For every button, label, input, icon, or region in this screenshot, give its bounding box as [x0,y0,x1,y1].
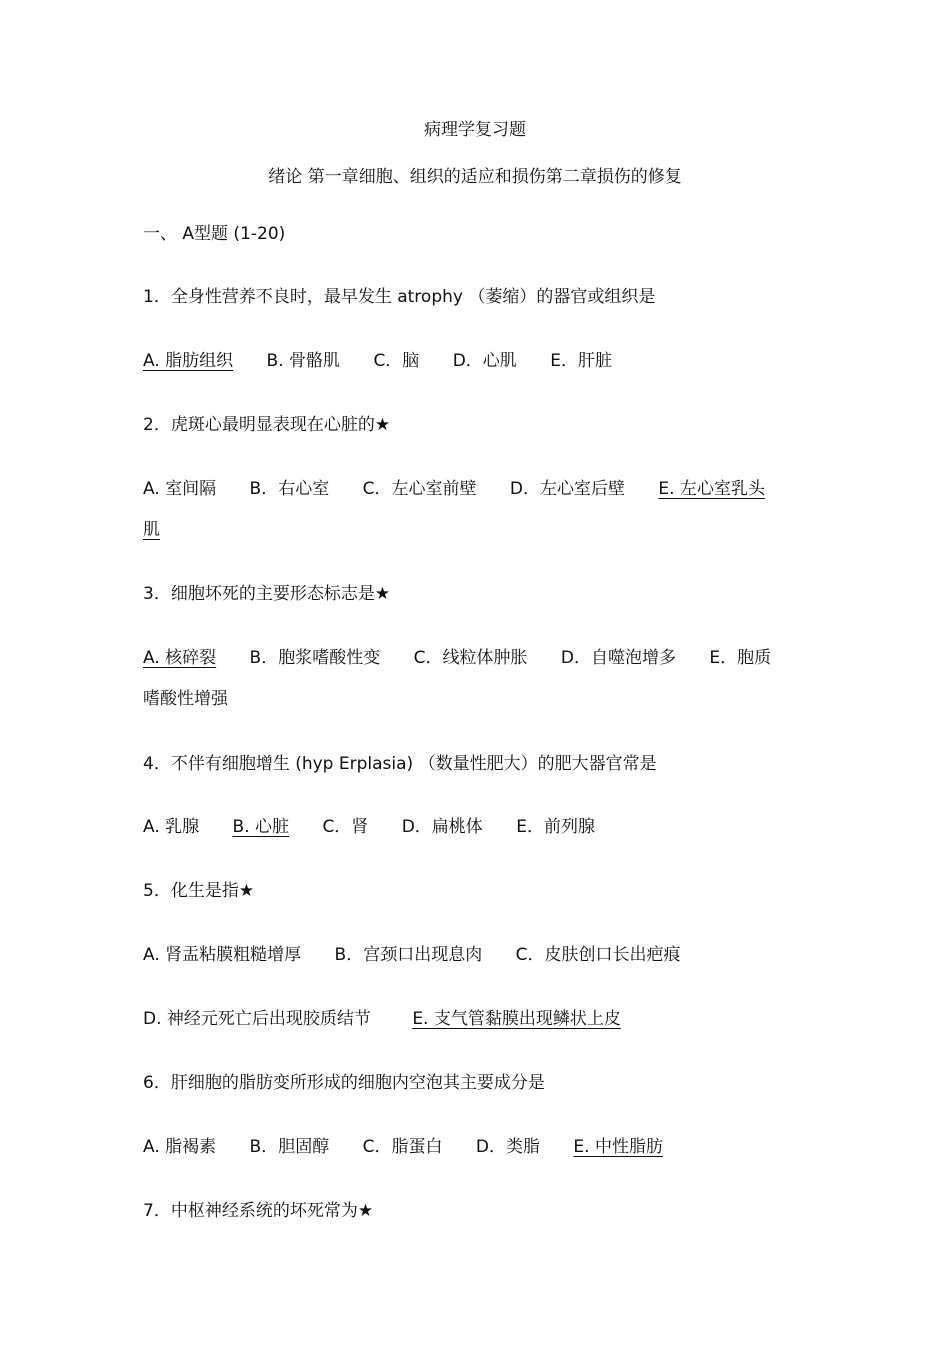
option: D．左心室后壁 [509,479,625,499]
option: A. 脂褐素 [143,1137,217,1157]
question-2-continuation: 肌 [143,520,160,540]
question-7-stem: 7．中枢神经系统的坏死常为★ [143,1201,374,1221]
option: B. 骨骼肌 [266,351,341,371]
option: C．皮肤创口长出疤痕 [515,945,681,965]
option: B．胞浆嗜酸性变 [249,648,381,668]
option: C．脂蛋白 [362,1137,443,1157]
option: E．肝脏 [550,351,612,371]
question-4-stem: 4．不伴有细胞增生 (hyp Erplasia) （数量性肥大）的肥大器官常是 [143,754,657,774]
question-4-options [143,816,623,838]
option-answer: E. 左心室乳头 [658,479,765,499]
option: A. 室间隔 [143,479,217,499]
chapter-subtitle: 绪论 第一章细胞、组织的适应和损伤第二章损伤的修复 [268,167,682,187]
option: B．右心室 [249,479,330,499]
option: D．自噬泡增多 [560,648,676,668]
question-6-options [143,1136,691,1158]
option: E．胞质 [709,648,772,668]
option-answer: A. 脂肪组织 [143,351,234,371]
option: C．脑 [373,351,420,371]
option: A. 肾盂粘膜粗糙增厚 [143,945,302,965]
option-answer: E. 中性脂肪 [573,1137,663,1157]
question-1-stem: 1．全身性营养不良时，最早发生 atrophy （萎缩）的器官或组织是 [143,287,656,307]
page-title: 病理学复习题 [424,120,526,140]
option-answer: B. 心脏 [232,817,290,837]
option: D. 神经元死亡后出现胶质结节 [143,1009,371,1029]
question-3-stem: 3．细胞坏死的主要形态标志是★ [143,584,391,604]
option: D．心肌 [452,351,517,371]
question-5-options [143,944,709,966]
option: C．左心室前壁 [362,479,477,499]
question-5-options-row2 [143,1008,649,1030]
question-2-options [143,478,765,500]
question-2-stem: 2．虎斑心最明显表现在心脏的★ [143,415,391,435]
option: B．胆固醇 [249,1137,330,1157]
option-answer: A. 核碎裂 [143,648,217,668]
option: C．线粒体肿胀 [413,648,528,668]
option: C．肾 [322,817,369,837]
option: B．宫颈口出现息肉 [334,945,483,965]
question-3-continuation: 嗜酸性增强 [143,689,228,709]
option-answer: E. 支气管黏膜出现鳞状上皮 [412,1009,621,1029]
section-heading: 一、 A型题 (1-20) [143,224,286,244]
option: D．扁桃体 [401,817,483,837]
question-6-stem: 6．肝细胞的脂肪变所形成的细胞内空泡其主要成分是 [143,1073,545,1093]
option: D．类脂 [475,1137,540,1157]
option: A. 乳腺 [143,817,200,837]
option: E．前列腺 [516,817,595,837]
question-1-options [143,350,640,372]
question-5-stem: 5．化生是指★ [143,881,255,901]
question-3-options [143,647,771,669]
